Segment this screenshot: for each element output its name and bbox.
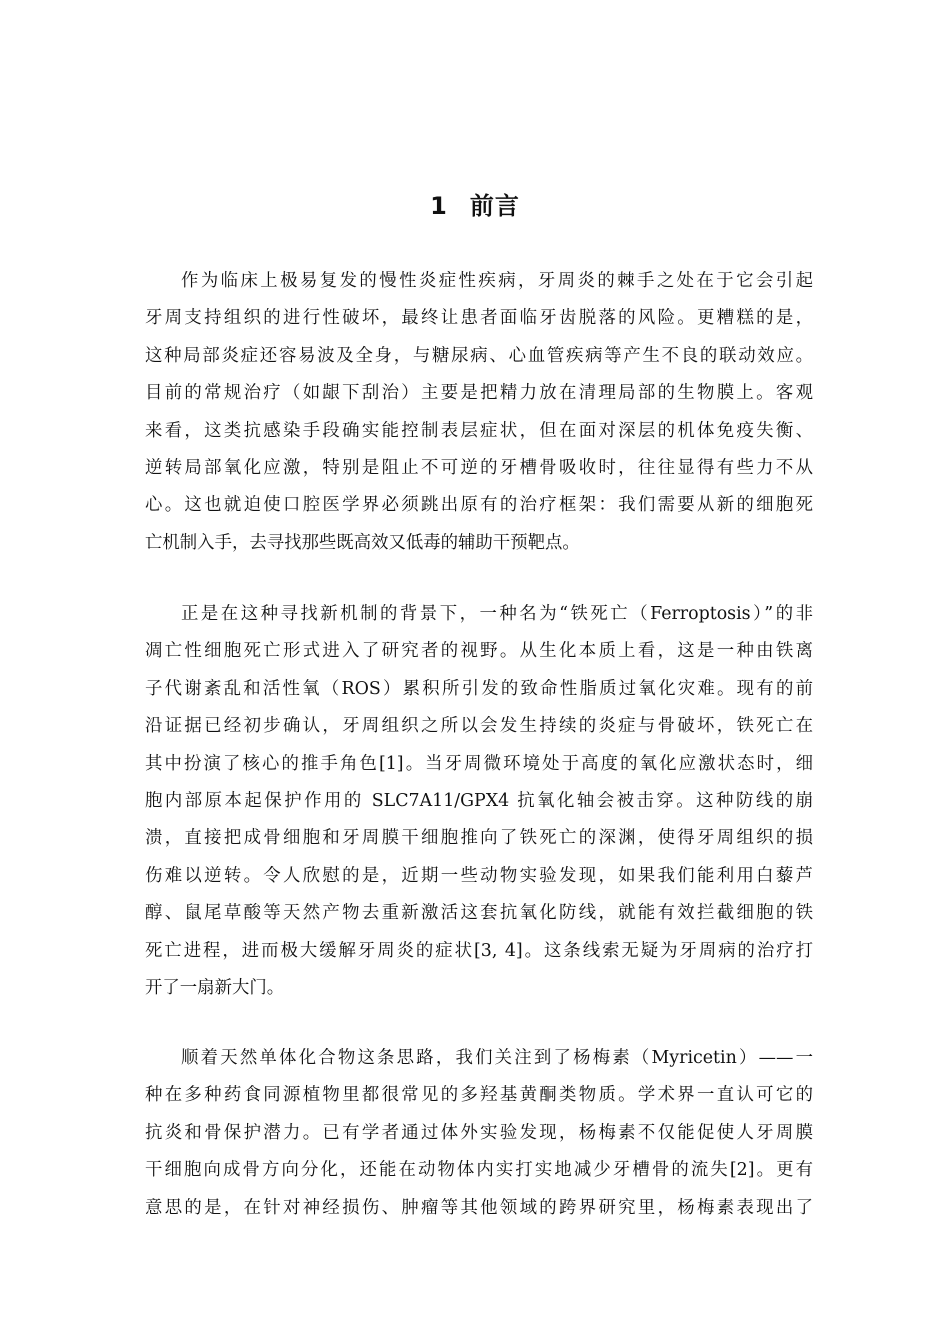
text-line: 凋亡性细胞死亡形式进入了研究者的视野。从生化本质上看，这是一种由铁离 <box>145 641 813 662</box>
text-line: 正是在这种寻找新机制的背景下，一种名为“铁死亡（Ferroptosis）”的非 <box>181 604 813 624</box>
text-line: 其中扮演了核心的推手角色[1]。当牙周微环境处于高度的氧化应激状态时，细 <box>145 753 813 774</box>
text-line: 牙周支持组织的进行性破坏，最终让患者面临牙齿脱落的风险。更糟糕的是， <box>145 308 813 329</box>
text-line: 开了一扇新大门。 <box>145 977 285 998</box>
paragraph-3 <box>145 1040 813 1227</box>
text-line: 意思的是，在针对神经损伤、肿瘤等其他领域的跨界研究里，杨梅素表现出了 <box>145 1197 813 1218</box>
section-title: 前言 <box>469 192 520 220</box>
text-line: 目前的常规治疗（如龈下刮治）主要是把精力放在清理局部的生物膜上。客观 <box>145 383 813 404</box>
text-line: 干细胞向成骨方向分化，还能在动物体内实打实地减少牙槽骨的流失[2]。更有 <box>145 1160 813 1181</box>
text-line: 心。这也就迫使口腔医学界必须跳出原有的治疗框架：我们需要从新的细胞死 <box>145 495 813 516</box>
paragraph-2 <box>145 596 813 1007</box>
text-line: 亡机制入手，去寻找那些既高效又低毒的辅助干预靶点。 <box>145 532 580 553</box>
text-line: 子代谢紊乱和活性氧（ROS）累积所引发的致命性脂质过氧化灾难。现有的前 <box>145 678 813 699</box>
text-line: 这种局部炎症还容易波及全身，与糖尿病、心血管疾病等产生不良的联动效应。 <box>145 345 813 366</box>
text-line: 醇、鼠尾草酸等天然产物去重新激活这套抗氧化防线，就能有效拦截细胞的铁 <box>145 903 813 924</box>
text-line: 胞内部原本起保护作用的 SLC7A11/GPX4 抗氧化轴会被击穿。这种防线的崩 <box>145 790 813 811</box>
section-number: 1 <box>430 192 448 220</box>
text-line: 沿证据已经初步确认，牙周组织之所以会发生持续的炎症与骨破坏，铁死亡在 <box>145 716 813 737</box>
text-line: 伤难以逆转。令人欣慰的是，近期一些动物实验发现，如果我们能利用白藜芦 <box>145 865 813 886</box>
text-line: 来看，这类抗感染手段确实能控制表层症状，但在面对深层的机体免疫失衡、 <box>145 420 813 441</box>
text-line: 抗炎和骨保护潜力。已有学者通过体外实验发现，杨梅素不仅能促使人牙周膜 <box>145 1122 813 1143</box>
text-line: 溃，直接把成骨细胞和牙周膜干细胞推向了铁死亡的深渊，使得牙周组织的损 <box>145 828 813 849</box>
text-line: 逆转局部氧化应激，特别是阻止不可逆的牙槽骨吸收时，往往显得有些力不从 <box>145 457 813 478</box>
text-line: 种在多种药食同源植物里都很常见的多羟基黄酮类物质。学术界一直认可它的 <box>145 1085 813 1106</box>
text-line: 作为临床上极易复发的慢性炎症性疾病，牙周炎的棘手之处在于它会引起 <box>181 271 813 291</box>
section-heading <box>0 189 950 223</box>
text-line: 顺着天然单体化合物这条思路，我们关注到了杨梅素（Myricetin）——一 <box>181 1048 813 1068</box>
paragraph-1 <box>145 263 813 562</box>
text-line: 死亡进程，进而极大缓解牙周炎的症状[3, 4]。这条线索无疑为牙周病的治疗打 <box>145 940 813 961</box>
